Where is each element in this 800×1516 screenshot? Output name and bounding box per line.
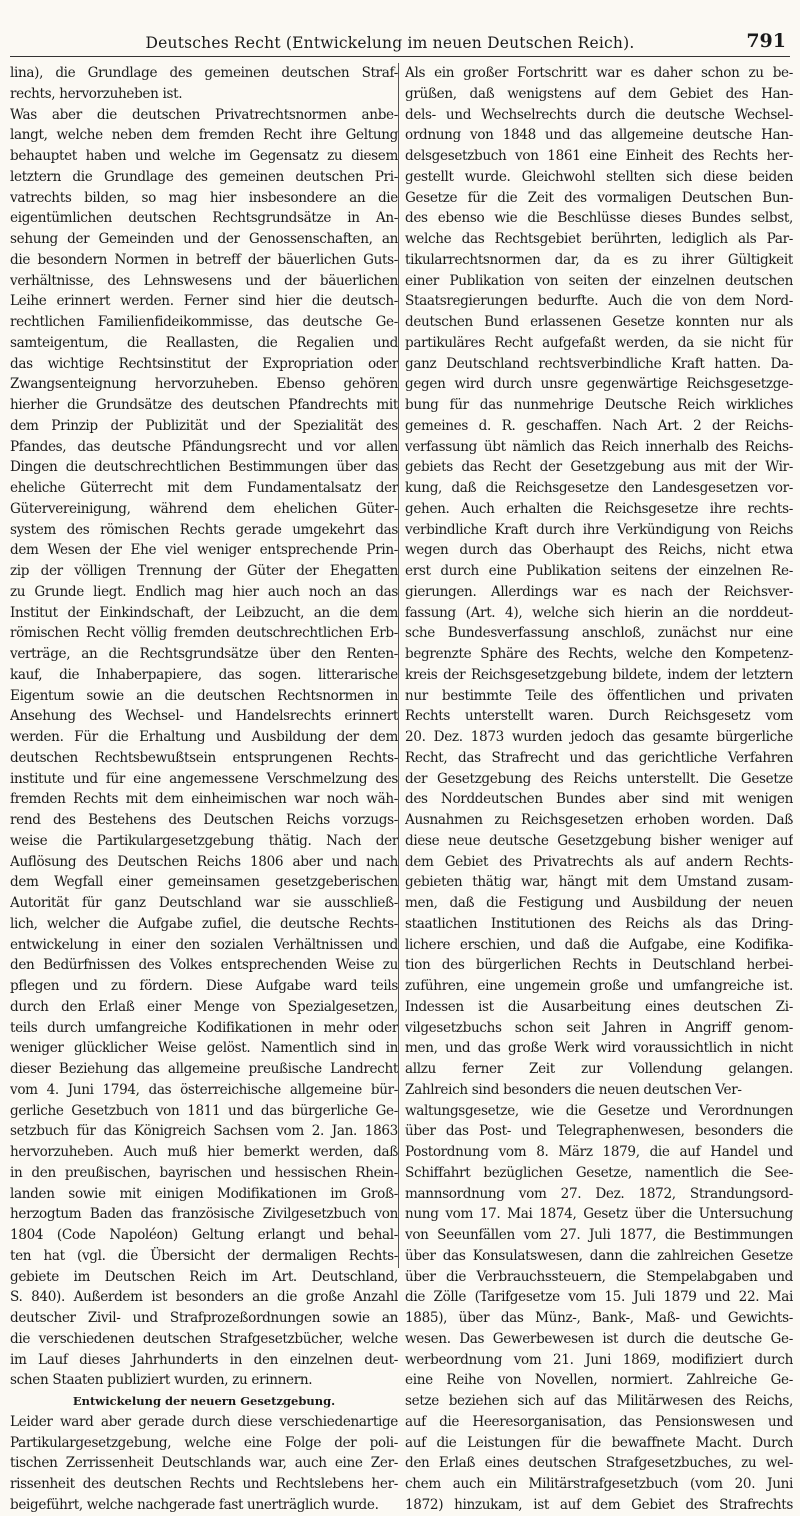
text-line: die besondern Normen in betreff der bäuerlichen Guts- — [10, 251, 398, 268]
text-line: entwickelung in einer den sozialen Verhältnissen und — [10, 936, 398, 953]
text-line: letztern die Grundlage des gemeinen deutschen Pri- — [10, 168, 398, 185]
text-line: zuführen, eine ungemein große und umfangreiche ist. — [405, 978, 793, 994]
text-line: einer Publikation von seiten der einzelnen deutschen — [405, 272, 793, 289]
text-line: wegen durch das Oberhaupt des Reichs, nicht etwa — [405, 542, 793, 559]
text-line: weise die Partikulargesetzgebung thätig. Nach der — [10, 832, 398, 849]
text-line: rechtlichen Familienfideikommisse, das deutsche Ge- — [10, 314, 398, 330]
text-line: über die Verbrauchssteuern, die Stempelabgaben und — [405, 1268, 793, 1285]
text-line: römischen Recht völlig fremden deutschrechtlichen Erb- — [10, 625, 398, 642]
text-line: gebiete im Deutschen Reich im Art. Deutschland, — [10, 1268, 398, 1285]
text-line: men, und das große Werk wird voraussichtlich in nicht — [405, 1040, 793, 1057]
text-line: 1804 (Code Napoléon) Geltung erlangt und behal- — [10, 1227, 398, 1243]
text-line: vom 4. Juni 1794, das österreichische allgemeine bür- — [10, 1081, 398, 1098]
text-line: der Gesetzgebung des Reichs unterstellt. Die Gesetze — [405, 770, 793, 787]
text-line: in den preußischen, bayrischen und hessischen Rhein- — [10, 1164, 398, 1181]
text-line: gehen. Auch erhalten die Reichsgesetze ihre rechts- — [405, 500, 793, 517]
text-line: lichere erschien, und daß die Aufgabe, eine Kodifika- — [405, 936, 793, 953]
text-line: Auflösung des Deutschen Reichs 1806 aber und nach — [10, 853, 398, 870]
text-line: werden. Für die Erhaltung und Ausbildung der dem — [10, 729, 398, 745]
text-line: auf die Leistungen für die bewaffnete Macht. Durch — [405, 1434, 793, 1451]
text-line: deutscher Zivil- und Strafprozeßordnungen sowie an — [10, 1310, 398, 1326]
column-divider — [398, 63, 399, 1268]
text-line: Autorität für ganz Deutschland war sie ausschließ- — [10, 895, 398, 911]
text-line: Rechts unterstellt waren. Durch Reichsgesetz vom — [405, 708, 793, 725]
text-line: zu Grunde liegt. Endlich mag hier auch noch an das — [10, 583, 398, 600]
text-line: des Norddeutschen Bundes aber sind mit wenigen — [405, 791, 793, 808]
text-line: weniger glücklicher Weise gelöst. Namentlich sind in — [10, 1040, 398, 1057]
text-line: system des römischen Rechts gerade umgekehrt das — [10, 521, 398, 538]
text-line: hierher die Grundsätze des deutschen Pfandrechts mit — [10, 397, 398, 413]
text-line: Leider ward aber gerade durch diese verschiedenartige — [10, 1413, 398, 1430]
text-line: Was aber die deutschen Privatrechtsnormen anbe- — [10, 106, 398, 123]
text-line: ganz Deutschland rechtsverbindliche Kraft hatten. Da- — [405, 355, 793, 372]
text-line: Gesetze für die Zeit des vormaligen Deutschen Bun- — [405, 189, 793, 206]
text-line: welche das Rechtsgebiet berührten, lediglich als Par- — [405, 231, 793, 247]
right-column — [405, 63, 793, 1516]
text-line: partikuläres Recht aufgefaßt werden, da sie nicht für — [405, 334, 793, 351]
text-line: Postordnung vom 8. März 1879, die auf Handel und — [405, 1144, 793, 1160]
text-line: gemeines d. R. geschaffen. Nach Art. 2 der Reichs- — [405, 417, 793, 434]
text-line: Recht, das Strafrecht und das gerichtliche Verfahren — [405, 749, 793, 766]
text-line: begrenzte Sphäre des Rechts, welche den Kompetenz- — [405, 646, 793, 662]
text-line: tikularrechtsnormen dar, da es zu ihrer Gültigkeit — [405, 251, 793, 268]
text-line: Ansehung des Wechsel- und Handelsrechts erinnert — [10, 708, 398, 725]
text-line: wesen. Das Gewerbewesen ist durch die deutsche Ge- — [405, 1330, 793, 1347]
text-line: Pfandes, das deutsche Pfändungsrecht und vor allen — [10, 438, 398, 455]
text-line: dem Gebiet des Privatrechts als auf andern Rechts- — [405, 853, 793, 870]
text-line: kung, daß die Reichsgesetze den Landesgesetzen vor- — [405, 480, 793, 496]
text-line: rend des Bestehens des Deutschen Reichs vorzugs- — [10, 812, 398, 828]
text-line: nur bestimmte Teile des öffentlichen und privaten — [405, 687, 793, 704]
text-line: vilgesetzbuchs schon seit Jahren in Angriff genom- — [405, 1019, 793, 1036]
text-line: die Zölle (Tarifgesetze vom 15. Juli 1879 und 22. Mai — [405, 1289, 793, 1306]
text-line: allzu ferner Zeit zur Vollendung gelangen. — [405, 1061, 793, 1077]
text-line: zip der völligen Trennung der Güter der Ehegatten — [10, 563, 398, 579]
text-line: die verschiedenen deutschen Strafgesetzbücher, welche — [10, 1330, 398, 1347]
text-line: über das Post- und Telegraphenwesen, besonders die — [405, 1123, 793, 1140]
text-line: eigentümlichen deutschen Rechtsgrundsätze in An- — [10, 210, 398, 227]
text-line: rechts, hervorzuheben ist. — [10, 85, 183, 102]
running-title: Deutsches Recht (Entwickelung im neuen Deutschen Reich). — [145, 34, 635, 52]
text-line: Eigentum sowie an die deutschen Rechtsnormen in — [10, 687, 398, 704]
text-line: kauf, die Inhaberpapiere, das sogen. litterarische — [10, 666, 398, 683]
text-line: gestellt wurde. Gleichwohl stellten sich diese beiden — [405, 168, 793, 185]
text-line: delsgesetzbuch von 1861 eine Einheit des Rechts her- — [405, 148, 793, 164]
text-line: behauptet haben und welche im Gegensatz zu diesem — [10, 148, 398, 164]
text-line: nung vom 17. Mai 1874, Gesetz über die Untersuchung — [405, 1206, 793, 1223]
text-line: 1885), über das Münz-, Bank-, Maß- und Gewichts- — [405, 1310, 793, 1326]
text-line: S. 840). Außerdem ist besonders an die große Anzahl — [10, 1289, 398, 1306]
text-line: über das Konsulatswesen, dann die zahlreichen Gesetze — [405, 1247, 793, 1264]
text-line: staatlichen Institutionen des Reichs als das Dring- — [405, 915, 793, 932]
text-line: des ebenso wie die Beschlüsse dieses Bundes selbst, — [405, 210, 793, 227]
text-line: werbeordnung vom 21. Juni 1869, modifiziert durch — [405, 1351, 793, 1368]
text-line: Ausnahmen zu Reichsgesetzen erhoben worden. Daß — [405, 812, 793, 828]
text-line: Partikulargesetzgebung, welche eine Folge der poli- — [10, 1434, 398, 1451]
text-line: rissenheit des deutschen Rechts und Rechtslebens her- — [10, 1476, 398, 1492]
section-heading: Entwickelung der neuern Gesetzgebung. — [72, 1394, 336, 1408]
text-line: von Seeunfällen vom 27. Juli 1877, die Bestimmungen — [405, 1227, 793, 1243]
page-number: 791 — [746, 30, 786, 52]
text-line: sehung der Gemeinden und der Genossenschaften, an — [10, 231, 398, 247]
text-line: ordnung von 1848 und das allgemeine deutsche Han- — [405, 127, 793, 144]
text-line: verhältnisse, des Lehnswesens und der bäuerlichen — [10, 272, 398, 289]
text-line: bung für das nunmehrige Deutsche Reich wirkliches — [405, 397, 793, 413]
text-line: deutschen Rechtsbewußtsein entsprungenen Rechts- — [10, 749, 398, 766]
text-line: 20. Dez. 1873 wurden jedoch das gesamte bürgerliche — [405, 729, 793, 745]
text-line: beigeführt, welche nachgerade fast unerträglich wurde. — [10, 1496, 379, 1513]
text-line: gebiets das Recht der Gesetzgebung aus mit der Wir- — [405, 459, 793, 476]
text-line: erst durch eine Publikation seitens der einzelnen Re- — [405, 563, 793, 579]
text-line: dem Wegfall einer gemeinsamen gesetzgeberischen — [10, 874, 398, 891]
text-line: institute und für eine angemessene Verschmelzung des — [10, 770, 398, 787]
text-line: lina), die Grundlage des gemeinen deutschen Straf- — [10, 65, 398, 81]
text-line: das wichtige Rechtsinstitut der Expropriation oder — [10, 355, 398, 372]
text-line: grüßen, daß wenigstens auf dem Gebiet des Han- — [405, 85, 793, 102]
text-line: Zahlreich sind besonders die neuen deutschen Ver- — [405, 1081, 742, 1098]
text-line: ten hat (vgl. die Übersicht der dermaligen Rechts- — [10, 1247, 398, 1264]
text-line: tischen Zerrissenheit Deutschlands war, auch eine Zer- — [10, 1455, 398, 1472]
text-line: im Lauf dieses Jahrhunderts in den einzelnen deut- — [10, 1351, 398, 1368]
text-line: dem Prinzip der Publizität und der Spezialität des — [10, 417, 398, 434]
text-line: pflegen und zu fördern. Diese Aufgabe ward teils — [10, 978, 398, 994]
text-line: dieser Beziehung das allgemeine preußische Landrecht — [10, 1061, 398, 1077]
text-line: landen sowie mit einigen Modifikationen im Groß- — [10, 1185, 398, 1202]
text-line: Indessen ist die Ausarbeitung eines deutschen Zi- — [405, 998, 793, 1015]
text-line: diese neue deutsche Gesetzgebung bisher weniger auf — [405, 832, 793, 849]
header-rule — [10, 56, 790, 57]
text-line: fassung (Art. 4), welche sich hierin an die norddeut- — [405, 604, 793, 621]
text-line: Dingen die deutschrechtlichen Bestimmungen über das — [10, 459, 398, 476]
text-line: verbindliche Kraft durch ihre Verkündigung von Reichs — [405, 521, 793, 538]
text-line: dels- und Wechselrechts durch die deutsche Wechsel- — [405, 106, 793, 123]
text-line: kreis der Reichsgesetzgebung bildete, indem der letztern — [405, 666, 793, 683]
text-line: eine Reihe von Novellen, normiert. Zahlreiche Ge- — [405, 1372, 793, 1389]
text-line: Als ein großer Fortschritt war es daher schon zu be- — [405, 65, 793, 81]
text-line: deutschen Bund erlassenen Gesetze konnten nur als — [405, 314, 793, 330]
text-line: auf die Heeresorganisation, das Pensionswesen und — [405, 1413, 793, 1430]
text-line: teils durch umfangreiche Kodifikationen in mehr oder — [10, 1019, 398, 1036]
page-header — [0, 0, 800, 54]
text-line: gebieten thätig war, hängt mit dem Umstand zusam- — [405, 874, 793, 891]
text-line: gerliche Gesetzbuch von 1811 und das bürgerliche Ge- — [10, 1102, 398, 1119]
text-line: Leihe erinnert werden. Ferner sind hier die deutsch- — [10, 293, 398, 310]
text-line: den Erlaß eines deutschen Strafgesetzbuches, zu wel- — [405, 1455, 793, 1472]
text-line: durch den Erlaß einer Menge von Spezialgesetzen, — [10, 998, 398, 1015]
text-line: dem Wesen der Ehe viel weniger entsprechende Prin- — [10, 542, 398, 559]
text-line: verfassung übt nämlich das Reich innerhalb des Reichs- — [405, 438, 793, 455]
text-line: fremden Rechts mit dem einheimischen war noch wäh- — [10, 791, 398, 808]
left-column — [10, 63, 398, 1516]
text-line: Zwangsenteignung hervorzuheben. Ebenso gehören — [10, 376, 398, 393]
text-line: herzogtum Baden das französische Zivilgesetzbuch von — [10, 1206, 398, 1223]
text-line: hervorzuheben. Auch muß hier bemerkt werden, daß — [10, 1144, 398, 1160]
text-line: vatrechts bilden, so mag hier insbesondere an die — [10, 189, 398, 206]
text-line: setzbuch für das Königreich Sachsen vom 2. Jan. 1863 — [10, 1123, 398, 1140]
text-line: chem auch ein Militärstrafgesetzbuch (vom 20. Juni — [405, 1476, 793, 1492]
text-line: men, daß die Festigung und Ausbildung der neuen — [405, 895, 793, 911]
text-line: den Bedürfnissen des Volkes entsprechenden Weise zu — [10, 957, 398, 974]
text-line: langt, welche neben dem fremden Recht ihre Geltung — [10, 127, 398, 144]
text-line: tion des bürgerlichen Rechts in Deutschland herbei- — [405, 957, 793, 974]
text-line: lich, welcher die Aufgabe zufiel, die deutsche Rechts- — [10, 915, 398, 932]
text-line: gegen wird durch unsre gegenwärtige Reichsgesetzge- — [405, 376, 793, 393]
text-line: Gütervereinigung, während dem ehelichen Güter- — [10, 500, 398, 517]
text-line: mannsordnung vom 27. Dez. 1872, Strandungsord- — [405, 1185, 793, 1202]
text-line: Staatsregierungen bedurfte. Auch die von dem Nord- — [405, 293, 793, 310]
text-line: waltungsgesetze, wie die Gesetze und Verordnungen — [405, 1102, 793, 1119]
text-line: sche Bundesverfassung anschloß, zunächst nur eine — [405, 625, 793, 642]
text-line: Institut der Einkindschaft, der Leibzucht, an die dem — [10, 604, 398, 621]
text-line: verträge, an die Rechtsgrundsätze über den Renten- — [10, 646, 398, 662]
text-line: Schiffahrt bezüglichen Gesetze, namentlich die See- — [405, 1164, 793, 1181]
text-line: gierungen. Allerdings war es nach der Reichsver- — [405, 583, 793, 600]
text-line: eheliche Güterrecht mit dem Fundamentalsatz der — [10, 480, 398, 496]
text-line: samteigentum, die Reallasten, die Regalien und — [10, 334, 398, 351]
text-line: setze beziehen sich auf das Militärwesen des Reichs, — [405, 1393, 793, 1409]
text-line: schen Staaten publiziert wurden, zu erinnern. — [10, 1372, 313, 1389]
text-line: 1872) hinzukam, ist auf dem Gebiet des Strafrechts — [405, 1496, 793, 1513]
